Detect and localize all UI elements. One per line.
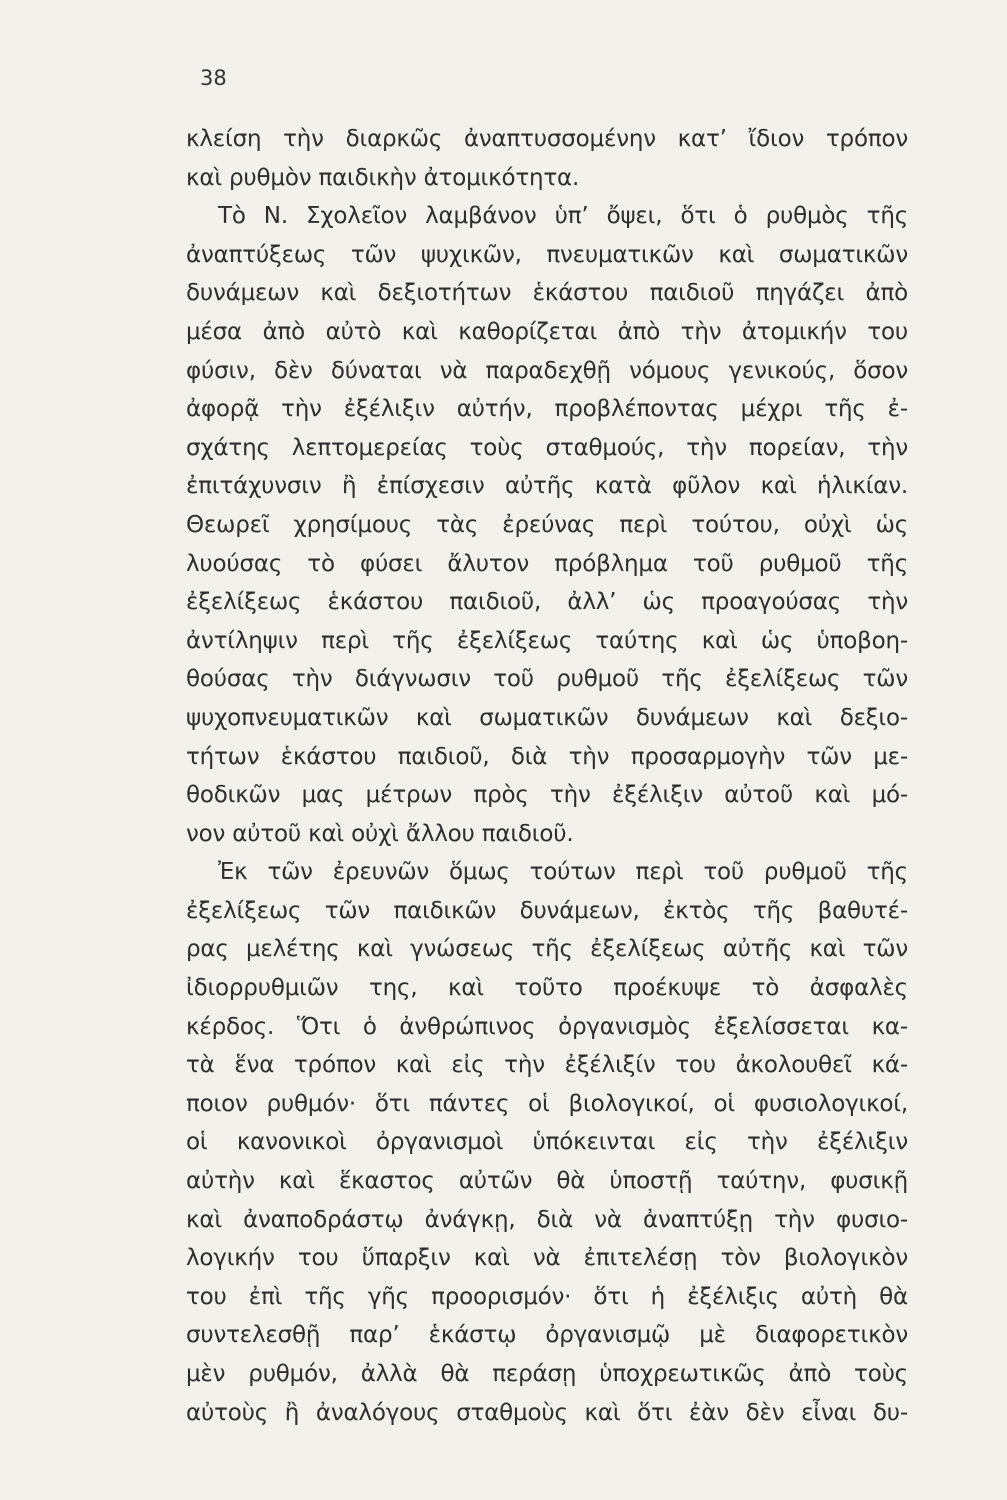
text-line: σχάτης λεπτομερείας τοὺς σταθμούς, τὴν πορείαν, τὴν <box>186 434 908 461</box>
text-line: κλείση τὴν διαρκῶς ἀναπτυσσομένην κατ’ ἴδιον τρόπον <box>186 126 908 152</box>
text-line: ρας μελέτης καὶ γνώσεως τῆς ἐξελίξεως αὐτῆς καὶ τῶν <box>186 936 908 963</box>
text-line: ἀφορᾷ τὴν ἐξέλιξιν αὐτήν, προβλέποντας μέχρι τῆς ἐ- <box>186 396 908 423</box>
text-line: οἱ κανονικοὶ ὀργανισμοὶ ὑπόκεινται εἰς τὴν ἐξέλιξιν <box>186 1129 908 1156</box>
text-line: δυνάμεων καὶ δεξιοτήτων ἑκάστου παιδιοῦ πηγάζει ἀπὸ <box>186 280 908 307</box>
text-line: μέσα ἀπὸ αὐτὸ καὶ καθορίζεται ἀπὸ τὴν ἀτομικήν του <box>186 318 908 345</box>
text-line: ψυχοπνευματικῶν καὶ σωματικῶν δυνάμεων καὶ δεξιο- <box>186 704 908 731</box>
text-line: νον αὐτοῦ καὶ οὐχὶ ἄλλου παιδιοῦ. <box>186 820 574 847</box>
text-line: λογικήν του ὕπαρξιν καὶ νὰ ἐπιτελέσῃ τὸν βιολογικὸν <box>186 1245 908 1272</box>
text-line: ἐπιτάχυνσιν ἢ ἐπίσχεσιν αὐτῆς κατὰ φῦλον καὶ ἡλικίαν. <box>186 473 908 500</box>
text-line: ἀναπτύξεως τῶν ψυχικῶν, πνευματικῶν καὶ σωματικῶν <box>186 241 908 268</box>
body-text <box>186 120 908 1432</box>
text-line: λυούσας τὸ φύσει ἄλυτον πρόβλημα τοῦ ρυθμοῦ τῆς <box>186 550 908 577</box>
text-line: ἰδιορρυθμιῶν της, καὶ τοῦτο προέκυψε τὸ ἀσφαλὲς <box>186 975 908 1002</box>
text-line: Θεωρεῖ χρησίμους τὰς ἐρεύνας περὶ τούτου, οὐχὶ ὡς <box>186 511 908 538</box>
text-line: καὶ ἀναποδράστῳ ἀνάγκῃ, διὰ νὰ ἀναπτύξῃ τὴν φυσιο- <box>186 1206 908 1233</box>
text-line: τήτων ἑκάστου παιδιοῦ, διὰ τὴν προσαρμογὴν τῶν με- <box>186 743 908 770</box>
text-line: θούσας τὴν διάγνωσιν τοῦ ρυθμοῦ τῆς ἐξελίξεως τῶν <box>186 666 908 693</box>
text-line: κέρδος. Ὅτι ὁ ἀνθρώπινος ὀργανισμὸς ἐξελίσσεται κα- <box>186 1013 908 1040</box>
text-line: ἀντίληψιν περὶ τῆς ἐξελίξεως ταύτης καὶ ὡς ὑποβοη- <box>186 627 908 654</box>
text-line: αὐτοὺς ἢ ἀναλόγους σταθμοὺς καὶ ὅτι ἐὰν δὲν εἶναι δυ- <box>186 1399 908 1426</box>
text-line: ποιον ρυθμόν· ὅτι πάντες οἱ βιολογικοί, οἱ φυσιολογικοί, <box>186 1090 908 1117</box>
text-line: φύσιν, δὲν δύναται νὰ παραδεχθῇ νόμους γενικούς, ὅσον <box>186 357 908 384</box>
text-line: συντελεσθῇ παρ’ ἑκάστῳ ὀργανισμῷ μὲ διαφορετικὸν <box>186 1322 908 1349</box>
text-line: Ἐκ τῶν ἐρευνῶν ὅμως τούτων περὶ τοῦ ρυθμοῦ τῆς <box>218 859 908 886</box>
text-line: Τὸ Ν. Σχολεῖον λαμβάνον ὑπ’ ὄψει, ὅτι ὁ ρυθμὸς τῆς <box>218 203 908 230</box>
text-line: ἐξελίξεως τῶν παιδικῶν δυνάμεων, ἐκτὸς τῆς βαθυτέ- <box>186 897 908 924</box>
text-line: τὰ ἕνα τρόπον καὶ εἰς τὴν ἐξέλιξίν του ἀκολουθεῖ κά- <box>186 1052 908 1079</box>
text-line: ἐξελίξεως ἑκάστου παιδιοῦ, ἀλλ’ ὡς προαγούσας τὴν <box>186 589 908 616</box>
text-line: μὲν ρυθμόν, ἀλλὰ θὰ περάσῃ ὑποχρεωτικῶς ἀπὸ τοὺς <box>186 1361 908 1387</box>
text-line: του ἐπὶ τῆς γῆς προορισμόν· ὅτι ἡ ἐξέλιξις αὐτὴ θὰ <box>186 1283 908 1310</box>
text-line: αὐτὴν καὶ ἕκαστος αὐτῶν θὰ ὑποστῇ ταύτην, φυσικῇ <box>186 1168 908 1195</box>
text-line: θοδικῶν μας μέτρων πρὸς τὴν ἐξέλιξιν αὐτοῦ καὶ μό- <box>186 782 908 809</box>
text-line: καὶ ρυθμὸν παιδικὴν ἀτομικότητα. <box>186 164 580 191</box>
page-number: 38 <box>200 66 227 90</box>
